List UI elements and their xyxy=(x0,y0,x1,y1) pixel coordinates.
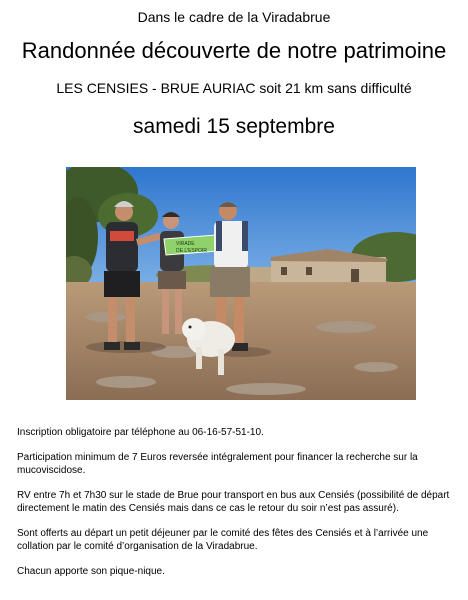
inscription-text: Inscription obligatoire par téléphone au 06-16-57-51-10. xyxy=(17,427,264,438)
virade-sign xyxy=(164,235,218,255)
route-description: LES CENSIES - BRUE AURIAC soit 21 km sans difficulté xyxy=(56,80,412,96)
offerts-text: Sont offerts au départ un petit déjeuner par le comité des fêtes des Censiés et à l’arrivée une collation par le comité d’organisation de la Viradabrue. xyxy=(17,528,429,552)
hikers-photo xyxy=(66,167,416,400)
sign-line-2: DE L'ESPOIR xyxy=(176,248,207,254)
page-title: Randonnée découverte de notre patrimoine xyxy=(21,38,447,63)
sign-line-1: VIRADE xyxy=(176,241,195,247)
participation-text: Participation minimum de 7 Euros reversée intégralement pour financer la recherche sur la mucoviscidose. xyxy=(17,452,418,476)
piquenique-text: Chacun apporte son pique-nique. xyxy=(17,566,165,577)
event-date: samedi 15 septembre xyxy=(133,115,335,138)
intro-line: Dans le cadre de la Viradabrue xyxy=(137,9,331,25)
rendezvous-text: RV entre 7h et 7h30 sur le stade de Brue pour transport en bus aux Censiés (possibilité de départ directement le matin des Censiés mais dans ce cas le retour du soir n’est pas assuré). xyxy=(17,490,450,514)
